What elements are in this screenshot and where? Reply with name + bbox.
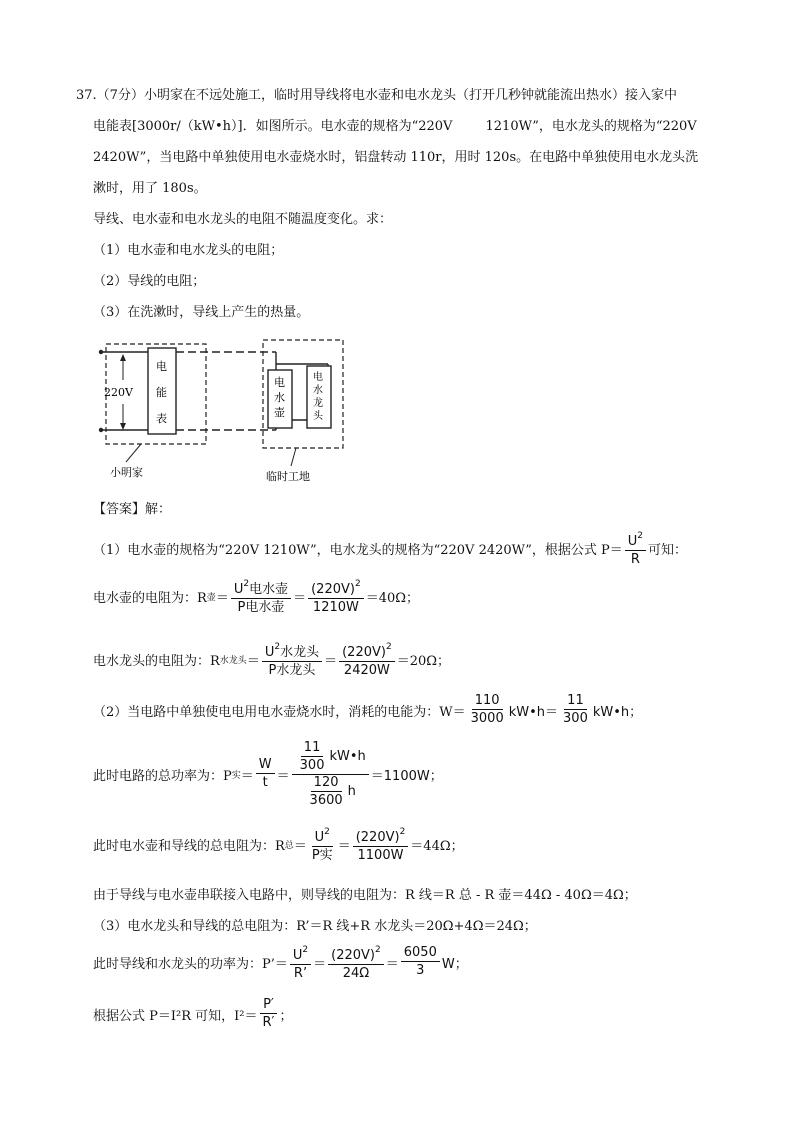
tap-power-values: $\frac{(220V)^2}{24\Omega}$	[328, 942, 384, 982]
total-resistance-label: 此时电水壶和导线的总电阻为：R	[93, 838, 285, 854]
kettle-char-2: 水	[274, 391, 285, 404]
energy-label: （2）当电路中单独使电电用电水壶烧水时，消耗的电能为：W＝	[93, 704, 466, 720]
tap-power-formula: $\frac{U^2}{R’}$	[290, 942, 311, 982]
tap-resistance-label: 电水龙头的电阻为：R	[93, 653, 220, 669]
meter-char-1: 电	[156, 360, 167, 373]
power-result: ＝1100W；	[370, 768, 443, 784]
tap-formula: $\frac{U^2水龙头}{\text{P水龙头}}$	[262, 639, 322, 679]
question-2: （2）导线的电阻；	[93, 274, 206, 289]
kettle-char-3: 壶	[274, 406, 285, 419]
problem-line-1: 37.（7分）小明家在不远处施工，临时用导线将电水壶和电水龙头（打开几秒钟就能流出热水）接入家中	[76, 88, 677, 103]
kettle-sub: 壶	[206, 592, 216, 603]
kettle-resistance-line: 电水壶的电阻为：R 壶 ＝ $\frac{U^2电水壶}{\text{P电水壶}}$ ＝ $\frac{(220V)^2}{1210W}$ ＝40Ω；	[93, 574, 419, 618]
problem-line-4: 漱时，用了 180s。	[93, 181, 207, 196]
tap-result: ＝20Ω；	[396, 653, 451, 669]
wire-resistance-line: 由于导线与电水壶串联接入电路中，则导线的电阻为：R 线＝R 总 - R 壶＝44Ω - 40Ω＝4Ω；	[93, 888, 637, 903]
kettle-resistance-label: 电水壶的电阻为：R	[93, 590, 207, 606]
power-w-over-t: $\frac{W}{t}$	[256, 757, 275, 791]
power-complex-fraction: $\frac{11}{300}$ kW•h $\frac{120}{3600}$ h	[292, 740, 369, 809]
total-resistance-result: ＝44Ω；	[410, 838, 464, 854]
question-1: （1）电水壶和电水龙头的电阻；	[93, 243, 284, 258]
voltage-label: 220V	[104, 386, 133, 399]
energy-fraction-2: $\frac{11}{300}$	[563, 693, 588, 726]
circuit-diagram	[96, 334, 352, 484]
total-resistance-values: $\frac{(220V)^2}{1100W}$	[353, 824, 409, 864]
energy-unit-1: kW•h＝	[508, 704, 559, 720]
home-label: 小明家	[110, 466, 143, 479]
tap-char-4: 头	[313, 411, 323, 422]
tap-power-label: 此时导线和水龙头的功率为：P’＝	[93, 956, 288, 972]
answer-heading: 【答案】解：	[93, 502, 172, 517]
tap-char-1: 电	[313, 372, 323, 383]
current-formula-line: 根据公式 P＝I²R 可知，I²＝ $\frac{P'}{R'}$ ；	[93, 997, 293, 1030]
answer-1-text: （1）电水壶的规格为“220V 1210W”，电水龙头的规格为“220V 2420W”，根据公式 P＝	[93, 542, 623, 558]
tap-char-2: 水	[313, 385, 323, 396]
answer-1-intro	[93, 528, 687, 568]
tap-char-3: 龙	[313, 398, 323, 409]
total-resistance-line: 此时电水壶和导线的总电阻为：R 总 ＝ $\frac{U^2}{\text{P实}}$ ＝ $\frac{(220V)^2}{1100W}$ ＝44Ω；	[93, 822, 464, 866]
tap-resistance-line: 电水龙头的电阻为：R 水龙头 ＝ $\frac{U^2水龙头}{\text{P水龙头}}$ ＝ $\frac{(220V)^2}{2420W}$ ＝20Ω；	[93, 637, 450, 681]
current-formula-fraction: $\frac{P'}{R'}$	[260, 997, 278, 1031]
tap-power-line: 此时导线和水龙头的功率为：P’＝ $\frac{U^2}{R’}$ ＝ $\frac{(220V)^2}{24\Omega}$ ＝ $\frac{6050}{3}$ W；	[93, 940, 468, 984]
energy-line	[93, 690, 642, 730]
energy-unit-2: kW•h；	[592, 704, 643, 720]
tap-values: $\frac{(220V)^2}{2420W}$	[339, 639, 395, 679]
tap-sub: 水龙头	[219, 655, 247, 666]
power-label: 此时电路的总功率为：P	[93, 768, 232, 784]
power-line: 此时电路的总功率为：P 实 ＝ $\frac{W}{t}$ ＝ $\frac{11}{300}$ kW•h $\frac{120}{3600}$ h ＝1100W；	[93, 739, 443, 808]
problem-line-3: 2420W”，当电路中单独使用电水壶烧水时，铝盘转动 110r，用时 120s。在电路中单独使用电水龙头洗	[93, 150, 699, 165]
tap-power-result-fraction: $\frac{6050}{3}$	[401, 945, 440, 979]
meter-char-2: 能	[156, 386, 167, 399]
answer-1-end: 可知：	[648, 542, 688, 558]
total-resistance-formula: $\frac{U^2}{\text{P实}}$	[309, 824, 336, 864]
formula-p-u2-r: $\frac{U^2}{R}$	[625, 528, 646, 568]
kettle-char-1: 电	[274, 376, 285, 389]
current-formula-label: 根据公式 P＝I²R 可知，I²＝	[93, 1008, 258, 1024]
site-label: 临时工地	[266, 470, 310, 483]
answer-3-line: （3）电水龙头和导线的总电阻为：R’＝R 线+R 水龙头＝20Ω+4Ω＝24Ω；	[93, 919, 537, 934]
energy-fraction-1: $\frac{110}{3000}$	[470, 693, 504, 726]
question-3: （3）在洗漱时，导线上产生的热量。	[93, 305, 310, 320]
kettle-result: ＝40Ω；	[365, 590, 420, 606]
tap-power-unit: W；	[441, 956, 468, 972]
problem-line-5: 导线、电水壶和电水龙头的电阻不随温度变化。求：	[93, 212, 393, 227]
kettle-formula: $\frac{U^2电水壶}{\text{P电水壶}}$	[231, 576, 291, 616]
kettle-values: $\frac{(220V)^2}{1210W}$	[308, 576, 364, 616]
meter-char-3: 表	[156, 412, 167, 425]
problem-line-2: 电能表[3000r/（kW•h）]．如图所示。电水壶的规格为“220V 1210W”，电水龙头的规格为“220V	[93, 119, 697, 134]
